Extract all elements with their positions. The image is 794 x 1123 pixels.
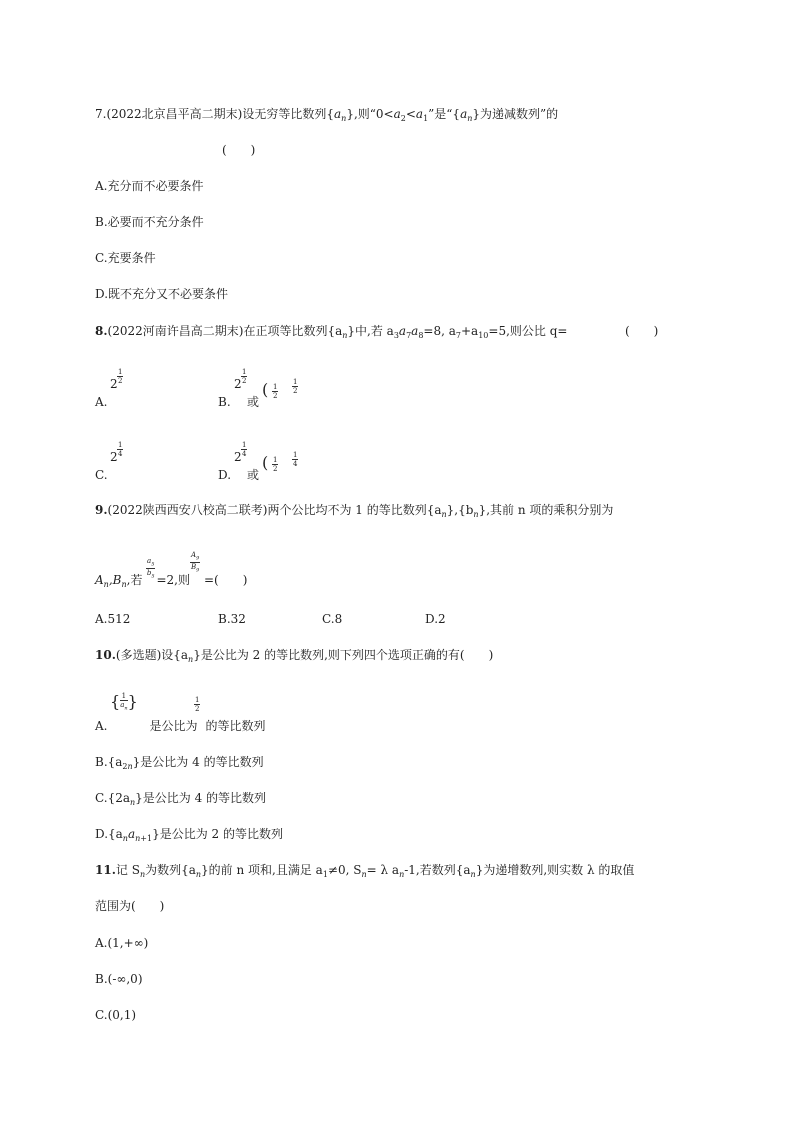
question-11: 11.记 $S_n$为数列$\{a_n\}$的前 n 项和,且满足 $a_1\ne 0$, $S_n= \lambda$ $a_n-1$,若数列$\{a_n\}$为递增数列,则实数 λ 的取值	[95, 863, 635, 879]
option-d-exponent2: $\frac{1}{4}$	[293, 451, 298, 468]
answer-paren: ( )	[222, 143, 256, 157]
question-text: }是公比为 2 的等比数列,则下列四个选项正确的有( )	[193, 648, 494, 662]
question-text: ≠0, S	[327, 863, 362, 877]
question-8: 8.(2022河南许昌高二期末)在正项等比数列$\{a_n\}$中,若 $a_3a_7a_8=8$, $a_7+a_{10}=5$,则公比 q=	[95, 324, 568, 340]
option-b-exponent: $\frac{1}{2}$	[242, 368, 247, 385]
question-number: 9.	[95, 503, 108, 517]
option-d-label: D.	[218, 468, 232, 482]
option-a: A. 是公比为 的等比数列	[95, 719, 266, 733]
question-text: }中,若 a	[347, 324, 394, 338]
option-b: B.必要而不充分条件	[95, 215, 204, 229]
question-text: }为递减数列”的	[472, 107, 559, 121]
question-text: = λ a	[366, 863, 400, 877]
option-d-exponent: $\frac{1}{4}$	[242, 441, 247, 458]
option-b-fraction: $\frac{1}{2}$	[273, 383, 278, 400]
option-c-base: 2	[110, 450, 118, 464]
option-d-base: 2	[234, 450, 242, 464]
question-number: 7.	[95, 107, 107, 121]
option-b-label: B.	[218, 395, 231, 409]
question-text: },{b	[446, 503, 474, 517]
option-c: C.(0,1)	[95, 1008, 137, 1022]
question-text: }的前 n 项和,且满足 a	[201, 863, 323, 877]
ratio-a-over-b: $\frac{a_5}{b_5}$	[146, 557, 155, 580]
question-11-line2: 范围为( )	[95, 899, 165, 913]
option-a: A.512	[95, 612, 131, 626]
option-c: $C.\{2a_n\}$是公比为 4 的等比数列	[95, 791, 267, 807]
question-number: 11.	[95, 863, 116, 877]
option-c-label: C.	[95, 468, 108, 482]
question-text: =5,则公比 q=	[488, 324, 568, 338]
question-text: 为数列{a	[145, 863, 196, 877]
option-d: D.既不充分又不必要条件	[95, 287, 229, 301]
option-d-paren: (	[262, 453, 269, 472]
question-number: 8.	[95, 324, 108, 338]
question-text: 两个公比均不为 1 的等比数列{a	[267, 503, 442, 517]
option-a-base: 2	[110, 377, 118, 391]
option-c: C.8	[322, 612, 343, 626]
option-c-exponent: $\frac{1}{4}$	[118, 441, 123, 458]
reciprocal-sequence: { $\frac{1}{a_n}$ }	[110, 692, 138, 712]
question-text: =8, a	[423, 324, 456, 338]
question-text: }为递增数列,则实数 λ 的取值	[475, 863, 635, 877]
ratio-A-over-B: $\frac{A_9}{B_9}$	[190, 551, 200, 574]
question-7: 7.(2022北京昌平高二期末)设无穷等比数列$\{a_n\}$,则“$0<a_2<a_1$”是“$\{a_n\}$为递减数列”的	[95, 107, 559, 123]
option-a: A.(1,+∞)	[95, 936, 149, 950]
question-9-line2: $A_n,B_n$,若 =2,则 =( )	[95, 573, 248, 589]
option-b: B.32	[218, 612, 246, 626]
option-b: B.(-∞,0)	[95, 972, 143, 986]
option-a-exponent: $\frac{1}{2}$	[118, 368, 123, 385]
option-a: A.充分而不必要条件	[95, 179, 204, 193]
question-number: 10.	[95, 648, 116, 662]
question-source: (2022陕西西安八校高二联考)	[107, 503, 268, 517]
question-text: (多选题)设{a	[115, 648, 189, 662]
question-text: 设无穷等比数列{	[242, 107, 334, 121]
option-b-base: 2	[234, 377, 242, 391]
question-text: +a	[460, 324, 479, 338]
question-9: 9.(2022陕西西安八校高二联考)两个公比均不为 1 的等比数列$\{a_n\},\{b_n\}$,其前 n 项的乘积分别为	[95, 503, 614, 519]
question-source: (2022河南许昌高二期末)	[107, 324, 244, 338]
question-text: ”是“{	[428, 107, 461, 121]
option-d: D.2	[425, 612, 446, 626]
option-d-fraction: $\frac{1}{2}$	[273, 456, 278, 473]
option-b-exponent2: $\frac{1}{2}$	[293, 378, 298, 395]
option-c: C.充要条件	[95, 251, 156, 265]
option-d: $D.\{a_na_{n+1}\}$是公比为 2 的等比数列	[95, 827, 283, 843]
question-source: (2022北京昌平高二期末)	[106, 107, 243, 121]
option-d-or: 或	[247, 468, 260, 482]
question-10: 10.(多选题)设$\{a_n\}$是公比为 2 的等比数列,则下列四个选项正确的有( )	[95, 648, 494, 664]
option-a-label: A.	[95, 395, 108, 409]
answer-paren: ( )	[625, 324, 659, 338]
option-b-or: 或	[247, 395, 260, 409]
question-text: 记 S	[115, 863, 140, 877]
question-text: },其前 n 项的乘积分别为	[478, 503, 614, 517]
option-b-paren: (	[262, 380, 269, 399]
question-text: 在正项等比数列{a	[243, 324, 343, 338]
question-text: },则“0<	[346, 107, 394, 121]
option-b: $B.\{a_{2n}\}$是公比为 4 的等比数列	[95, 755, 264, 771]
question-text: <	[405, 107, 416, 121]
ratio-half: $\frac{1}{2}$	[195, 696, 200, 713]
question-text: -1,若数列{a	[404, 863, 471, 877]
